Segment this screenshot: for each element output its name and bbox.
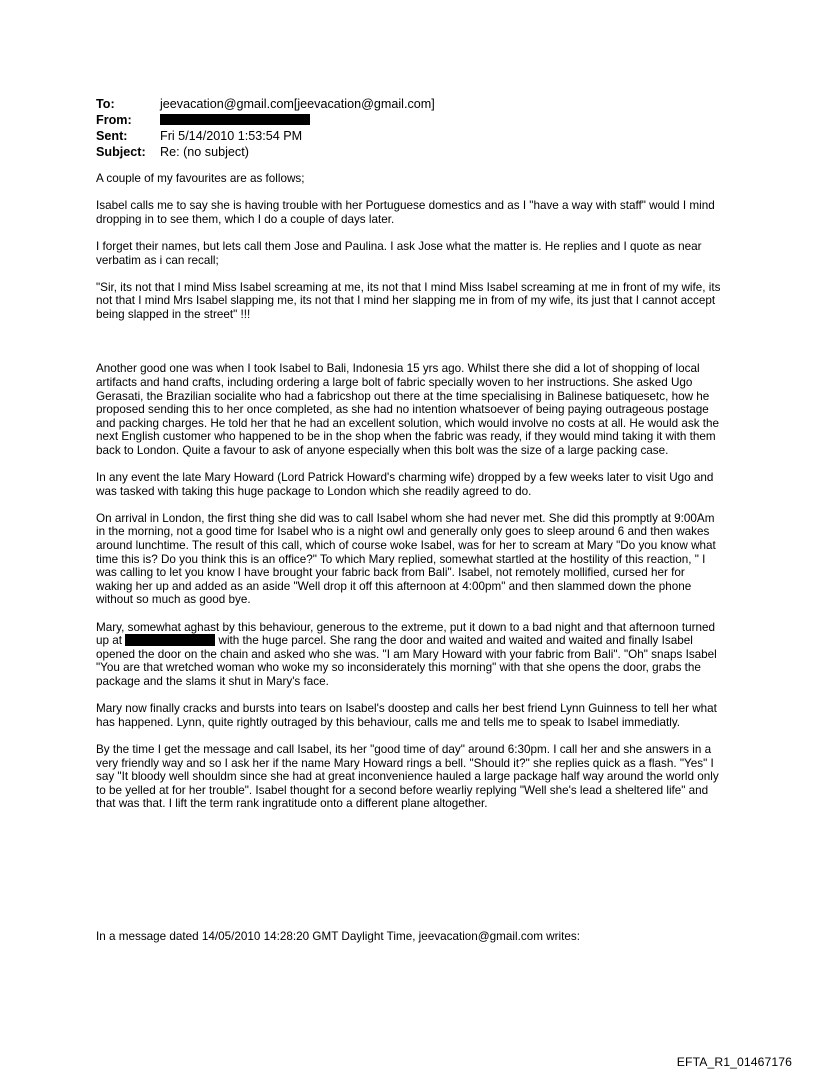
body-paragraph-8 (96, 621, 724, 689)
body-paragraph-5: Another good one was when I took Isabel to Bali, Indonesia 15 yrs ago. Whilst there she did a lot of shopping of local artifacts and hand crafts, including ordering a large bolt of fabric specially woven to her instructions. She asked Ugo Gerasati, the Brazilian socialite who had a fabricshop out there at the time specialising in Balinese batiquesetc, how he proposed sending this to her once completed, as she had no intention whatsoever of being paying outrageous postage and packing charges. He told her that he had an excellent solution, which would involve no costs at all. He would ask the next English customer who happened to be in the shop when the fabric was ready, if they would mind taking it with them back to London. Quite a favour to ask of anyone especially when this bolt was the size of a large packing case. (96, 362, 720, 457)
from-row (96, 112, 435, 128)
email-body (96, 172, 724, 825)
document-id: EFTA_R1_01467176 (676, 1055, 792, 1069)
body-paragraph-7: On arrival in London, the first thing she did was to call Isabel whom she had never met. She did this promptly at 9:00Am in the morning, not a good time for Isabel who is a night owl and generally only goes to sleep around 6 and then wakes around lunchtime. The result of this call, which of course woke Isabel, was for her to scream at Mary "Do you know what time this is? Do you think this is an office?" To which Mary replied, somewhat startled at the hostility of this reaction, " I was calling to let you know I have brought your fabric back from Bali". Isabel, not remotely mollified, cursed her for waking her up and added as an aside "Well drop it off this afternoon at 4:00pm" and then slammed down the phone without so much as good bye. (96, 511, 716, 607)
subject-label: Subject: (96, 145, 146, 159)
subject-row (96, 144, 435, 160)
from-label: From: (96, 113, 132, 127)
address-redaction (125, 634, 215, 646)
blank-line (96, 349, 724, 363)
to-row (96, 96, 435, 112)
from-redaction (160, 114, 310, 125)
to-value: jeevacation@gmail.com[jeevacation@gmail.com] (160, 97, 435, 111)
paragraph-8-part-1: Mary, somewhat aghast by this behaviour, generous to the extreme, put it down to a bad night and that afternoon turned up at (96, 620, 715, 648)
to-label: To: (96, 97, 115, 111)
blank-line (96, 335, 724, 349)
subject-value: Re: (no subject) (160, 145, 249, 159)
sent-row (96, 128, 435, 144)
body-paragraph-2: Isabel calls me to say she is having trouble with her Portuguese domestics and as I "have a way with staff" would I mind dropping in to see them, which I do a couple of days later. (96, 199, 715, 226)
body-paragraph-1: A couple of my favourites are as follows; (96, 172, 305, 185)
sent-value: Fri 5/14/2010 1:53:54 PM (160, 129, 303, 143)
body-paragraph-9: Mary now finally cracks and bursts into tears on Isabel's doostep and calls her best friend Lynn Guinness to tell her what has happened. Lynn, quite rightly outraged by this behaviour, calls me and tells me to speak to Isabel immediatly. (96, 702, 717, 729)
body-paragraph-6: In any event the late Mary Howard (Lord Patrick Howard's charming wife) dropped by a few weeks later to visit Ugo and was tasked with taking this huge package to London which she readily agreed to do. (96, 471, 714, 498)
body-paragraph-3: I forget their names, but lets call them Jose and Paulina. I ask Jose what the matter is. He replies and I quote as near verbatim as i can recall; (96, 239, 702, 267)
body-paragraph-10: By the time I get the message and call Isabel, its her "good time of day" around 6:30pm. I call her and she answers in a very friendly way and so I ask her if the name Mary Howard rings a bell. "Should it?" she replies quick as a flash. "Yes" I say "It bloody well shouldm since she had at great inconvenience hauled a large package half way around the world only to be yelled at for her trouble". Isabel thought for a second before wearliy replying "Well she's lead a sheltered life" and that was that. I lift the term rank ingratitude onto a different plane altogether. (96, 742, 719, 811)
body-paragraph-4: "Sir, its not that I mind Miss Isabel screaming at me, its not that I mind Miss Isabel screaming at me in front of my wife, its not that I mind Mrs Isabel slapping me, its not that I mind her slapping me in from of my wife, its just that I cannot accept being slapped in the street" !!! (96, 280, 721, 321)
quoted-message-line: In a message dated 14/05/2010 14:28:20 GMT Daylight Time, jeevacation@gmail.com writes: (96, 930, 580, 943)
sent-label: Sent: (96, 129, 128, 143)
email-header (96, 96, 435, 160)
paragraph-8-part-2: with the huge parcel. She rang the door and waited and waited and waited and finally Isabel opened the door on the chain and asked who she was. "I am Mary Howard with your fabric from Bali". "Oh" snaps Isabel "You are that wretched woman who woke my so inconsiderately this morning" with that she opens the door, grabs the package and the slams it shut in Mary's face. (96, 634, 717, 688)
